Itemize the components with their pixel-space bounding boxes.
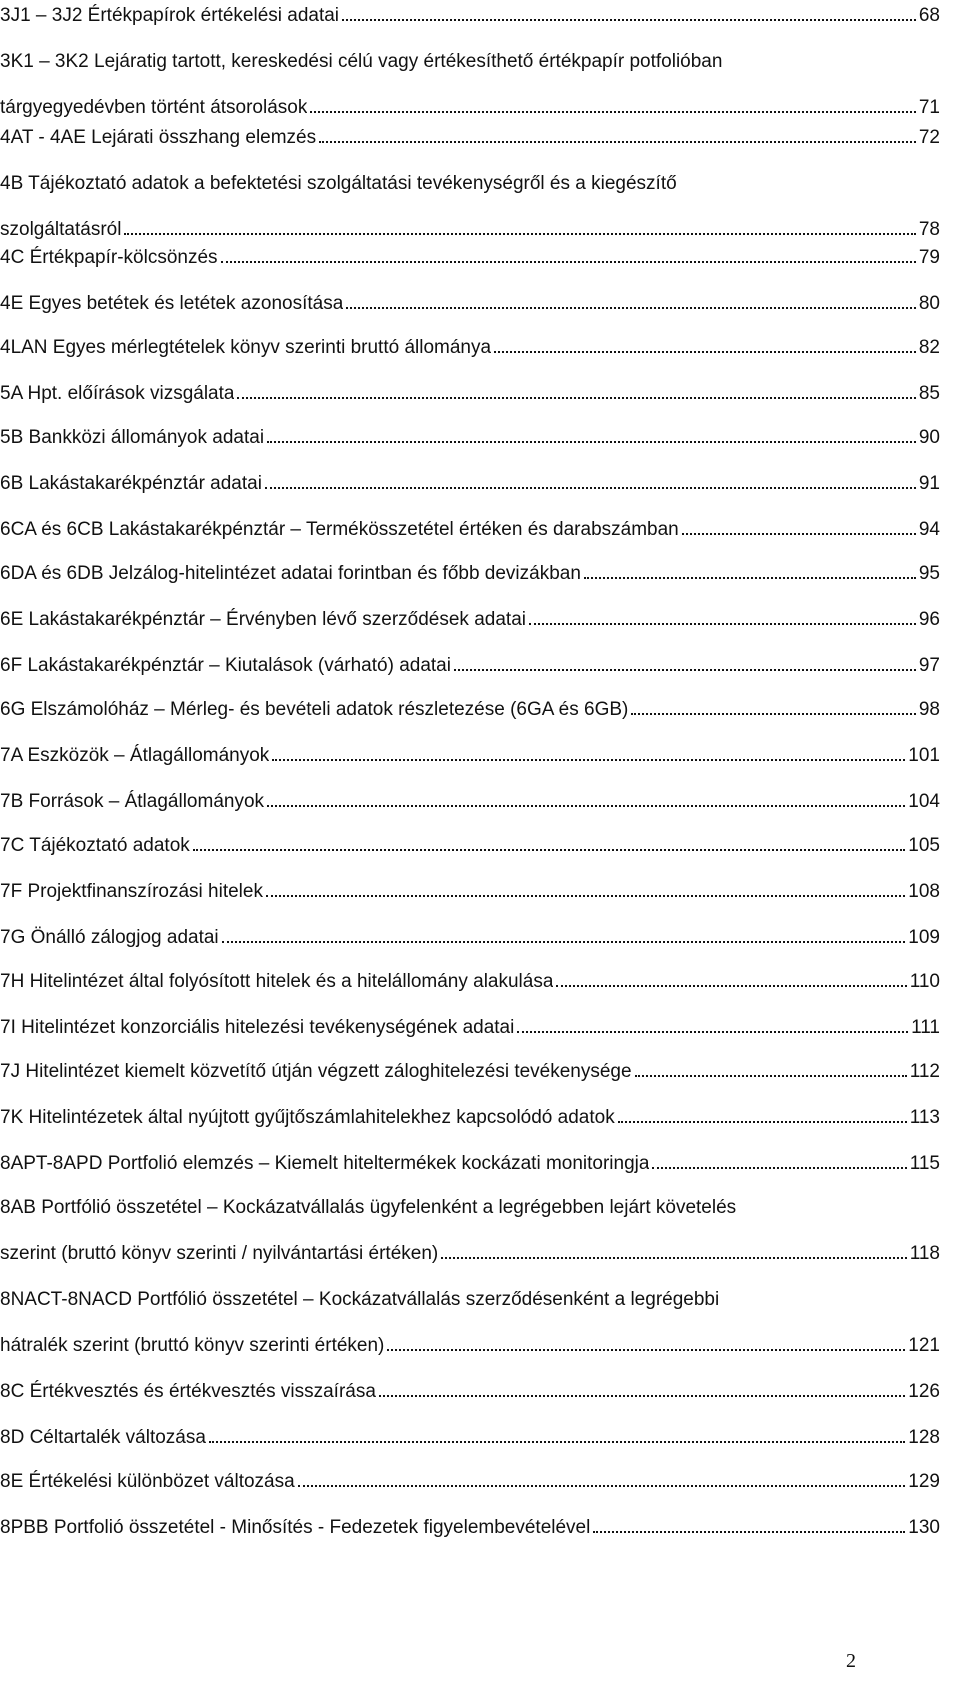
- toc-entry[interactable]: [0, 124, 940, 152]
- toc-entry-title: 8APT-8APD Portfolió elemzés – Kiemelt hiteltermékek kockázati monitoringja: [0, 1153, 650, 1174]
- toc-entry[interactable]: [0, 2, 940, 30]
- toc-page-number: 72: [918, 127, 940, 148]
- toc-page-number: 129: [908, 1471, 940, 1492]
- dot-leader: [584, 577, 916, 579]
- dot-leader: [193, 849, 906, 851]
- toc-entry[interactable]: [0, 606, 940, 634]
- toc-page-number: 108: [908, 881, 940, 902]
- dot-leader: [266, 895, 905, 897]
- toc-entry-title: 8E Értékelési különbözet változása: [0, 1471, 295, 1492]
- toc-page-number: 112: [909, 1061, 940, 1082]
- dot-leader: [593, 1531, 905, 1533]
- dot-leader: [267, 805, 905, 807]
- toc-page-number: 85: [918, 383, 940, 404]
- dot-leader: [298, 1485, 906, 1487]
- dot-leader: [494, 351, 916, 353]
- toc-entry[interactable]: [0, 832, 940, 860]
- toc-page-number: 128: [908, 1427, 940, 1448]
- toc-entry[interactable]: [0, 1424, 940, 1452]
- toc-page-number: 111: [911, 1017, 940, 1038]
- toc-entry[interactable]: [0, 788, 940, 816]
- toc-entry[interactable]: [0, 170, 940, 244]
- toc-entry[interactable]: [0, 924, 940, 952]
- toc-entry[interactable]: [0, 968, 940, 996]
- toc-entry-title: tárgyegyedévben történt átsorolások: [0, 97, 308, 118]
- toc-page-number: 91: [918, 473, 940, 494]
- toc-entry-title: 7I Hitelintézet konzorciális hitelezési tevékenységének adatai: [0, 1017, 515, 1038]
- toc-page-number: 126: [908, 1381, 940, 1402]
- toc-entry-title: 8PBB Portfolió összetétel - Minősítés - Fedezetek figyelembevételével: [0, 1517, 591, 1538]
- dot-leader: [631, 713, 916, 715]
- toc-entry[interactable]: [0, 1014, 940, 1042]
- toc-entry-title: 7G Önálló zálogjog adatai: [0, 927, 219, 948]
- toc-entry-title: 4LAN Egyes mérlegtételek könyv szerinti bruttó állománya: [0, 337, 492, 358]
- page-number: 2: [846, 1650, 856, 1672]
- toc-entry[interactable]: [0, 48, 940, 122]
- toc-page-number: 109: [908, 927, 940, 948]
- dot-leader: [222, 941, 906, 943]
- toc-entry[interactable]: [0, 1058, 940, 1086]
- toc-page-number: 79: [918, 247, 940, 268]
- dot-leader: [221, 261, 916, 263]
- toc-entry[interactable]: [0, 652, 940, 680]
- dot-leader: [454, 669, 916, 671]
- dot-leader: [529, 623, 916, 625]
- toc-entry-title: 7B Források – Átlagállományok: [0, 791, 265, 812]
- toc-entry-title: 6E Lakástakarékpénztár – Érvényben lévő szerződések adatai: [0, 609, 526, 630]
- toc-entry-title: 7K Hitelintézetek által nyújtott gyűjtőszámlahitelekhez kapcsolódó adatok: [0, 1107, 615, 1128]
- toc-entry-title: 7C Tájékoztató adatok: [0, 835, 190, 856]
- dot-leader: [272, 759, 905, 761]
- dot-leader: [267, 441, 916, 443]
- toc-entry-title: 4C Értékpapír-kölcsönzés: [0, 247, 218, 268]
- toc-page-number: 110: [909, 971, 940, 992]
- toc-page-number: 121: [908, 1335, 940, 1356]
- toc-entry[interactable]: [0, 560, 940, 588]
- toc-entry[interactable]: [0, 1378, 940, 1406]
- dot-leader: [517, 1031, 908, 1033]
- toc-entry-title-line1: 8NACT-8NACD Portfólió összetétel – Kockázatvállalás szerződésenként a legrégebbi: [0, 1289, 720, 1310]
- toc-page-number: 115: [909, 1153, 940, 1174]
- toc-entry-title: 8D Céltartalék változása: [0, 1427, 206, 1448]
- toc-entry-title-line1: 8AB Portfólió összetétel – Kockázatvállalás ügyfelenként a legrégebben lejárt követelés: [0, 1197, 737, 1218]
- toc-page-number: 94: [918, 519, 940, 540]
- toc-entry-title-line1: 4B Tájékoztató adatok a befektetési szolgáltatási tevékenységről és a kiegészítő: [0, 173, 677, 194]
- dot-leader: [635, 1075, 907, 1077]
- toc-page-number: 118: [909, 1243, 940, 1264]
- toc-page-number: 101: [908, 745, 940, 766]
- toc-entry[interactable]: [0, 380, 940, 408]
- toc-entry[interactable]: [0, 290, 940, 318]
- toc-page-number: 104: [908, 791, 940, 812]
- toc-entry-title: 7F Projektfinanszírozási hitelek: [0, 881, 263, 902]
- dot-leader: [346, 307, 916, 309]
- dot-leader: [124, 233, 915, 235]
- toc-page-number: 82: [918, 337, 940, 358]
- toc-page-number: 130: [908, 1517, 940, 1538]
- toc-entry-title: 4E Egyes betétek és letétek azonosítása: [0, 293, 344, 314]
- dot-leader: [618, 1121, 907, 1123]
- toc-entry[interactable]: [0, 516, 940, 544]
- toc-entry[interactable]: [0, 1514, 940, 1542]
- dot-leader: [556, 985, 906, 987]
- toc-entry[interactable]: [0, 470, 940, 498]
- toc-entry-title: 6CA és 6CB Lakástakarékpénztár – Termékösszetétel értéken és darabszámban: [0, 519, 679, 540]
- toc-entry-title: 6DA és 6DB Jelzálog-hitelintézet adatai forintban és főbb devizákban: [0, 563, 581, 584]
- toc-entry[interactable]: [0, 1286, 940, 1360]
- toc-entry-title: 6F Lakástakarékpénztár – Kiutalások (várható) adatai: [0, 655, 451, 676]
- toc-entry-title: 5A Hpt. előírások vizsgálata: [0, 383, 235, 404]
- toc-entry[interactable]: [0, 244, 940, 272]
- toc-entry-title: 6G Elszámolóház – Mérleg- és bevételi adatok részletezése (6GA és 6GB): [0, 699, 629, 720]
- dot-leader: [209, 1441, 905, 1443]
- toc-entry[interactable]: [0, 1194, 940, 1268]
- toc-entry-title: hátralék szerint (bruttó könyv szerinti értéken): [0, 1335, 385, 1356]
- toc-page-number: 95: [918, 563, 940, 584]
- toc-page-number: 98: [918, 699, 940, 720]
- toc-page-number: 90: [918, 427, 940, 448]
- dot-leader: [387, 1349, 905, 1351]
- toc-entry-title: 3J1 – 3J2 Értékpapírok értékelési adatai: [0, 5, 340, 26]
- toc-page-number: 96: [918, 609, 940, 630]
- toc-entry-title: 6B Lakástakarékpénztár adatai: [0, 473, 262, 494]
- toc-entry-title-line1: 3K1 – 3K2 Lejáratig tartott, kereskedési célú vagy értékesíthető értékpapír potfolióban: [0, 51, 723, 72]
- dot-leader: [319, 141, 916, 143]
- dot-leader: [237, 397, 915, 399]
- dot-leader: [310, 111, 916, 113]
- toc-entry[interactable]: [0, 1104, 940, 1132]
- dot-leader: [652, 1167, 906, 1169]
- toc-entry[interactable]: [0, 1150, 940, 1178]
- toc-entry-title: szolgáltatásról: [0, 219, 122, 240]
- dot-leader: [342, 19, 916, 21]
- toc-entry-title: 7A Eszközök – Átlagállományok: [0, 745, 270, 766]
- toc-entry-title: 8C Értékvesztés és értékvesztés visszaírása: [0, 1381, 376, 1402]
- dot-leader: [265, 487, 916, 489]
- toc-page-number: 97: [918, 655, 940, 676]
- toc-entry-title: 4AT - 4AE Lejárati összhang elemzés: [0, 127, 317, 148]
- dot-leader: [441, 1257, 906, 1259]
- dot-leader: [682, 533, 916, 535]
- toc-page-number: 80: [918, 293, 940, 314]
- toc-entry-title: 5B Bankközi állományok adatai: [0, 427, 265, 448]
- toc-page-number: 78: [918, 219, 940, 240]
- toc-entry[interactable]: [0, 424, 940, 452]
- toc-entry-title: szerint (bruttó könyv szerinti / nyilvántartási értéken): [0, 1243, 439, 1264]
- toc-entry-title: 7J Hitelintézet kiemelt közvetítő útján végzett záloghitelezési tevékenysége: [0, 1061, 632, 1082]
- toc-page-number: 71: [918, 97, 940, 118]
- toc-entry[interactable]: [0, 334, 940, 362]
- toc-page-number: 113: [909, 1107, 940, 1128]
- toc-entry[interactable]: [0, 742, 940, 770]
- toc-page-number: 68: [918, 5, 940, 26]
- toc-entry-title: 7H Hitelintézet által folyósított hitelek és a hitelállomány alakulása: [0, 971, 554, 992]
- toc-entry[interactable]: [0, 1468, 940, 1496]
- toc-entry[interactable]: [0, 878, 940, 906]
- toc-page-number: 105: [908, 835, 940, 856]
- dot-leader: [379, 1395, 905, 1397]
- toc-entry[interactable]: [0, 696, 940, 724]
